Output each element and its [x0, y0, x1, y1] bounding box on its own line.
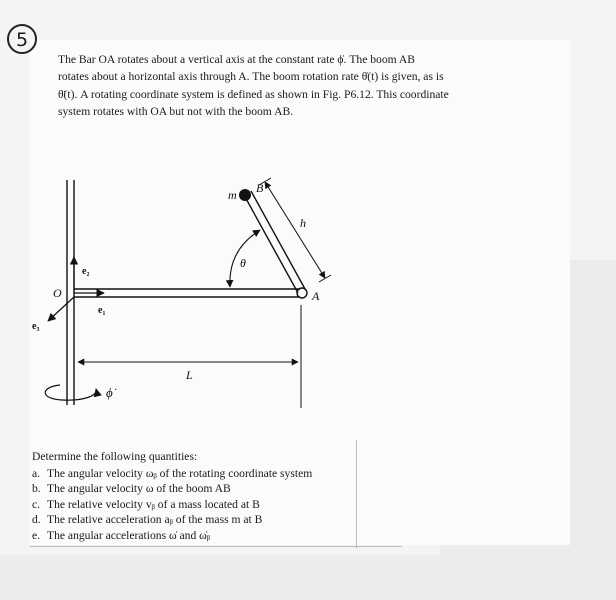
question-a-text: The angular velocity ωᵦ of the rotating coordinate system [47, 466, 313, 480]
mass-m [239, 189, 251, 201]
label-m: m [228, 188, 237, 202]
question-b-letter: b. [32, 482, 41, 495]
boom-diagram [0, 165, 400, 430]
question-c-letter: c. [32, 497, 41, 511]
statement-line-3: θ̈(t). A rotating coordinate system is defined as shown in Fig. P6.12. This coordinate [58, 87, 449, 101]
questions-title: Determine the following quantities: [32, 450, 198, 463]
question-e-letter: e. [32, 528, 41, 542]
problem-number-badge: 5 [7, 24, 37, 54]
question-c-text: The relative velocity vᵦ of a mass located at B [47, 497, 260, 511]
label-B: B [256, 181, 264, 195]
dimension-h-line [265, 182, 325, 278]
question-d-text: The relative acceleration aᵦ of the mass m at B [47, 513, 263, 526]
label-L: L [186, 368, 193, 382]
question-a [32, 466, 402, 482]
questions-list [32, 466, 402, 544]
label-A: A [312, 289, 320, 303]
label-h: h [300, 216, 306, 230]
axis-e3 [48, 297, 74, 321]
questions-bottom-rule [30, 546, 402, 547]
pivot-A [297, 288, 307, 298]
question-d-letter: d. [32, 513, 41, 526]
problem-statement [58, 51, 551, 121]
paper-shadow-bottom [0, 555, 616, 600]
label-e1: e₁ [98, 305, 106, 316]
question-b [32, 481, 402, 497]
question-b-text: The angular velocity ω of the boom AB [47, 482, 231, 495]
boom-AB-right [251, 191, 305, 289]
dimension-h-tick-bottom [319, 275, 331, 282]
question-e [32, 528, 402, 544]
question-c [32, 497, 402, 513]
label-O: O [53, 286, 62, 300]
question-a-letter: a. [32, 466, 41, 480]
label-theta: θ [240, 256, 246, 270]
statement-line-1: The Bar OA rotates about a vertical axis at the constant rate ϕ̇. The boom AB [58, 53, 416, 66]
questions-right-rule [356, 440, 357, 548]
statement-line-2: rotates about a horizontal axis through A. The boom rotation rate θ̇(t) is given, as is [58, 70, 444, 84]
questions-block [32, 449, 402, 543]
phi-rotation-arrow [45, 385, 96, 400]
label-e2: e₂ [82, 266, 90, 277]
question-e-text: The angular accelerations ω̇ and ω̇ᵦ [47, 528, 211, 542]
boom-AB-left [244, 195, 298, 293]
statement-line-4: system rotates with OA but not with the boom AB. [58, 105, 294, 119]
question-d [32, 512, 402, 528]
label-e3: e₃ [32, 321, 40, 332]
label-phi: ϕ̇ [106, 385, 113, 400]
